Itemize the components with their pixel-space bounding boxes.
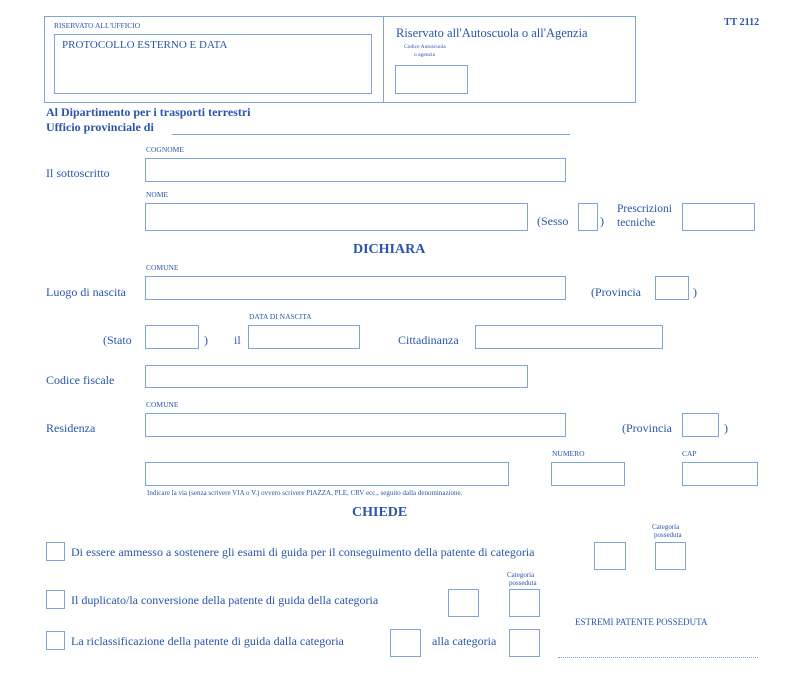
name-label: NOME [146, 190, 169, 199]
form-code: TT 2112 [724, 17, 760, 28]
school-code-label: Codice Autoscuola [404, 44, 446, 50]
school-reserved-label: Riservato all'Autoscuola o all'Agenzia [396, 26, 588, 40]
citizenship-field[interactable] [475, 325, 663, 349]
tax-code-field[interactable] [145, 365, 528, 388]
license-details-label: ESTREMI PATENTE POSSEDUTA [575, 617, 708, 627]
tax-code-label: Codice fiscale [46, 373, 115, 387]
cap-label: CAP [682, 449, 697, 458]
birth-province-open: (Provincia [591, 285, 641, 299]
option-reclassify-label: La riclassificazione della patente di guida dalla categoria [71, 634, 344, 648]
recipient-line-2: Ufficio provinciale di [46, 120, 154, 134]
sex-field[interactable] [578, 203, 598, 231]
option-exam-label: Di essere ammesso a sostenere gli esami di guida per il conseguimento della patente di categoria [71, 545, 535, 559]
provincial-office-line[interactable] [172, 134, 570, 135]
state-close-label: ) [204, 333, 208, 347]
state-open-label: (Stato [103, 333, 132, 347]
duplicate-category-field[interactable] [448, 589, 479, 617]
owned-category-label-1: Categoria [652, 523, 680, 531]
prescriptions-field[interactable] [682, 203, 755, 231]
name-field[interactable] [145, 203, 528, 231]
office-reserved-label: RISERVATO ALL'UFFICIO [54, 21, 141, 30]
number-field[interactable] [551, 462, 625, 486]
residence-province-field[interactable] [682, 413, 719, 437]
birth-comune-label: COMUNE [146, 263, 179, 272]
residence-comune-label: COMUNE [146, 400, 179, 409]
surname-field[interactable] [145, 158, 566, 182]
reclassify-from-field[interactable] [390, 629, 421, 657]
option-duplicate-label: Il duplicato/la conversione della patente di guida della categoria [71, 593, 379, 607]
reclassify-to-field[interactable] [509, 629, 540, 657]
residence-province-open: (Provincia [622, 421, 672, 435]
residence-comune-field[interactable] [145, 413, 566, 437]
declares-heading: DICHIARA [353, 242, 426, 257]
cap-field[interactable] [682, 462, 758, 486]
street-hint: Indicare la via (senza scrivere VIA o V.) ovvero scrivere PIAZZA, PLE, CRV ecc., seguito dalla denominazione. [147, 489, 463, 497]
to-category-label: alla categoria [432, 634, 497, 648]
requests-heading: CHIEDE [352, 505, 408, 520]
birth-province-field[interactable] [655, 276, 689, 300]
birth-date-field[interactable] [248, 325, 360, 349]
residence-label: Residenza [46, 421, 96, 435]
prescriptions-label-2: tecniche [617, 217, 656, 229]
exam-owned-category-field[interactable] [655, 542, 686, 570]
sex-close-label: ) [600, 214, 604, 228]
undersigned-label: Il sottoscritto [46, 166, 110, 180]
option-duplicate-checkbox[interactable] [46, 590, 65, 609]
owned-category-label-2: posseduta [654, 531, 682, 539]
birth-date-label: DATA DI NASCITA [249, 312, 312, 321]
duplicate-owned-category-field[interactable] [509, 589, 540, 617]
street-field[interactable] [145, 462, 509, 486]
option-exam-checkbox[interactable] [46, 542, 65, 561]
surname-label: COGNOME [146, 145, 184, 154]
birth-province-close: ) [693, 285, 697, 299]
school-code-label-2: o agenzia [414, 52, 435, 58]
school-code-field[interactable] [395, 65, 468, 94]
birth-place-field[interactable] [145, 276, 566, 300]
exam-category-field[interactable] [594, 542, 626, 570]
number-label: NUMERO [552, 449, 585, 458]
option-reclassify-checkbox[interactable] [46, 631, 65, 650]
recipient-line-1: Al Dipartimento per i trasporti terrestri [46, 105, 251, 119]
state-field[interactable] [145, 325, 199, 349]
birth-place-label: Luogo di nascita [46, 285, 126, 299]
prescriptions-label-1: Prescrizioni [617, 203, 672, 215]
owned-category-b-label-1: Categoria [507, 571, 535, 579]
owned-category-b-label-2: posseduta [509, 579, 537, 587]
sex-open-label: (Sesso [537, 214, 569, 228]
residence-province-close: ) [724, 421, 728, 435]
protocol-label: PROTOCOLLO ESTERNO E DATA [62, 39, 228, 51]
citizenship-label: Cittadinanza [398, 333, 459, 347]
license-details-line[interactable] [558, 657, 758, 658]
il-label: il [234, 333, 241, 347]
